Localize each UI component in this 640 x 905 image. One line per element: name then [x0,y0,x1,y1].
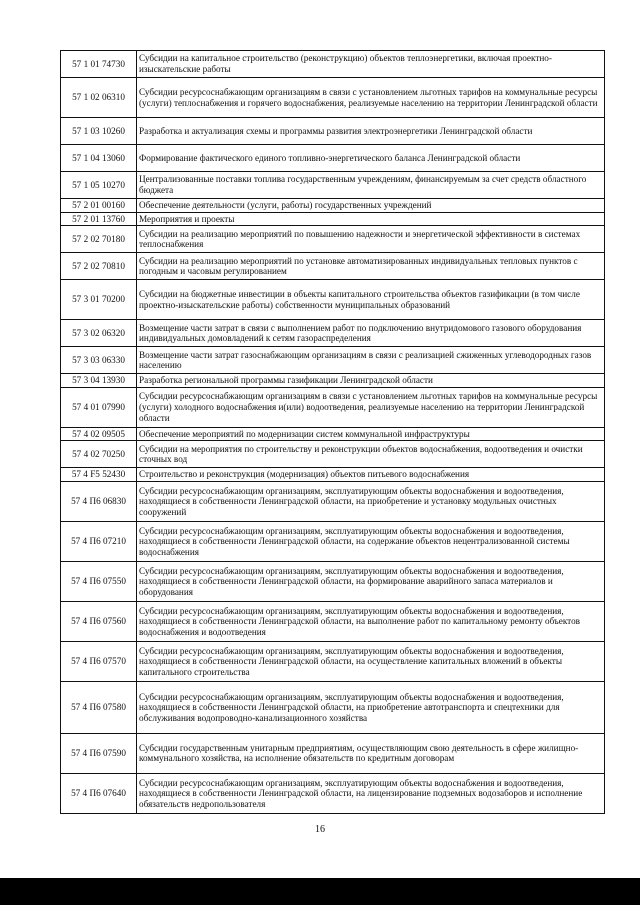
description-cell: Субсидии ресурсоснабжающим организациям, эксплуатирующим объекты водоснабжения и водоотведения, находящиеся в собственности Ленинградской области, на лицензирование подземных водозаборов и исполнение обязательств недропользователя [137,773,605,813]
table-row [61,481,605,521]
description-cell: Мероприятия и проекты [137,212,605,226]
table-row [61,145,605,172]
table-row [61,733,605,773]
table-row [61,118,605,145]
table-row [61,78,605,118]
table-row [61,172,605,199]
scan-bottom-border [0,878,640,905]
description-cell: Субсидии ресурсоснабжающим организациям, эксплуатирующим объекты водоснабжения и водоотведения, находящиеся в собственности Ленинградской области, на осуществление капитальных вложений в объекты капитального строительства [137,641,605,681]
budget-code-cell: 57 4 П6 07560 [61,601,137,641]
budget-codes-table [60,50,605,814]
budget-code-cell: 57 2 01 13760 [61,212,137,226]
table-row [61,374,605,388]
description-cell: Формирование фактического единого топливно-энергетического баланса Ленинградской области [137,145,605,172]
budget-code-cell: 57 3 02 06320 [61,320,137,347]
budget-code-cell: 57 4 П6 07580 [61,681,137,733]
budget-code-cell: 57 4 П6 07550 [61,561,137,601]
description-cell: Обеспечение мероприятий по модернизации систем коммунальной инфраструктуры [137,427,605,441]
budget-code-cell: 57 4 F5 52430 [61,468,137,482]
table-row [61,641,605,681]
table-row [61,226,605,253]
budget-code-cell: 57 2 02 70810 [61,253,137,280]
budget-code-cell: 57 4 02 09505 [61,427,137,441]
table-row [61,51,605,78]
budget-code-cell: 57 3 03 06330 [61,347,137,374]
description-cell: Субсидии ресурсоснабжающим организациям, эксплуатирующим объекты водоснабжения и водоотведения, находящиеся в собственности Ленинградской области, на выполнение работ по капитальному ремонту объектов водоснабжения и водоотведения [137,601,605,641]
table-row [61,561,605,601]
description-cell: Субсидии на капитальное строительство (реконструкцию) объектов теплоэнергетики, включая проектно-изыскательские работы [137,51,605,78]
table-row [61,601,605,641]
budget-code-cell: 57 1 04 13060 [61,145,137,172]
table-row [61,441,605,468]
budget-code-cell: 57 1 05 10270 [61,172,137,199]
description-cell: Субсидии ресурсоснабжающим организациям в связи с установлением льготных тарифов на коммунальные ресурсы (услуги) холодного водоснабжения и(или) водоотведения, реализуемые населению на территории Ленинградской области [137,387,605,427]
description-cell: Субсидии на бюджетные инвестиции в объекты капитального строительства объектов газификации (в том числе проектно-изыскательские работы) собственности муниципальных образований [137,280,605,320]
table-row [61,280,605,320]
table-row [61,468,605,482]
description-cell: Разработка региональной программы газификации Ленинградской области [137,374,605,388]
budget-code-cell: 57 3 04 13930 [61,374,137,388]
budget-code-cell: 57 1 02 06310 [61,78,137,118]
budget-code-cell: 57 4 П6 06830 [61,481,137,521]
description-cell: Разработка и актуализация схемы и программы развития электроэнергетики Ленинградской области [137,118,605,145]
table-row [61,521,605,561]
description-cell: Субсидии на реализацию мероприятий по установке автоматизированных индивидуальных тепловых пунктов с погодным и часовым регулированием [137,253,605,280]
table-row [61,253,605,280]
budget-code-cell: 57 1 03 10260 [61,118,137,145]
description-cell: Централизованные поставки топлива государственным учреждениям, финансируемым за счет средств областного бюджета [137,172,605,199]
budget-code-cell: 57 2 01 00160 [61,199,137,213]
budget-code-cell: 57 4 П6 07570 [61,641,137,681]
budget-code-cell: 57 1 01 74730 [61,51,137,78]
description-cell: Субсидии ресурсоснабжающим организациям, эксплуатирующим объекты водоснабжения и водоотведения, находящиеся в собственности Ленинградской области, на приобретение автотранспорта и спецтехники для обслуживания водопроводно-канализационного хозяйства [137,681,605,733]
budget-code-cell: 57 2 02 70180 [61,226,137,253]
description-cell: Субсидии на мероприятия по строительству и реконструкции объектов водоснабжения, водоотведения и очистки сточных вод [137,441,605,468]
table-body [61,51,605,814]
table-row [61,427,605,441]
budget-code-cell: 57 4 П6 07640 [61,773,137,813]
description-cell: Возмещение части затрат в связи с выполнением работ по подключению внутридомового газового оборудования индивидуальных домовладений к сетям газораспределения [137,320,605,347]
budget-code-cell: 57 4 01 07990 [61,387,137,427]
table-row [61,320,605,347]
page-number: 16 [315,824,325,835]
table-row [61,387,605,427]
budget-code-cell: 57 3 01 70200 [61,280,137,320]
description-cell: Субсидии ресурсоснабжающим организациям, эксплуатирующим объекты водоснабжения и водоотведения, находящиеся в собственности Ленинградской области, на содержание объектов нецентрализованной системы водоснабжения [137,521,605,561]
budget-code-cell: 57 4 02 70250 [61,441,137,468]
table-row [61,773,605,813]
description-cell: Субсидии ресурсоснабжающим организациям, эксплуатирующим объекты водоснабжения и водоотведения, находящиеся в собственности Ленинградской области, на приобретение и установку модульных очистных сооружений [137,481,605,521]
budget-code-cell: 57 4 П6 07590 [61,733,137,773]
description-cell: Субсидии ресурсоснабжающим организациям в связи с установлением льготных тарифов на коммунальные ресурсы (услуги) теплоснабжения и горячего водоснабжения, реализуемые населению на территории Ленинградской области [137,78,605,118]
description-cell: Возмещение части затрат газоснабжающим организациям в связи с реализацией сжиженных углеводородных газов населению [137,347,605,374]
table-row [61,347,605,374]
description-cell: Субсидии на реализацию мероприятий по повышению надежности и энергетической эффективности в системах теплоснабжения [137,226,605,253]
description-cell: Строительство и реконструкция (модернизация) объектов питьевого водоснабжения [137,468,605,482]
table-row [61,199,605,213]
table-row [61,212,605,226]
table-row [61,681,605,733]
description-cell: Обеспечение деятельности (услуги, работы) государственных учреждений [137,199,605,213]
description-cell: Субсидии ресурсоснабжающим организациям, эксплуатирующим объекты водоснабжения и водоотведения, находящиеся в собственности Ленинградской области, на формирование аварийного запаса материалов и оборудования [137,561,605,601]
description-cell: Субсидии государственным унитарным предприятиям, осуществляющим свою деятельность в сфере жилищно-коммунального хозяйства, на исполнение обязательств по кредитным договорам [137,733,605,773]
budget-code-cell: 57 4 П6 07210 [61,521,137,561]
